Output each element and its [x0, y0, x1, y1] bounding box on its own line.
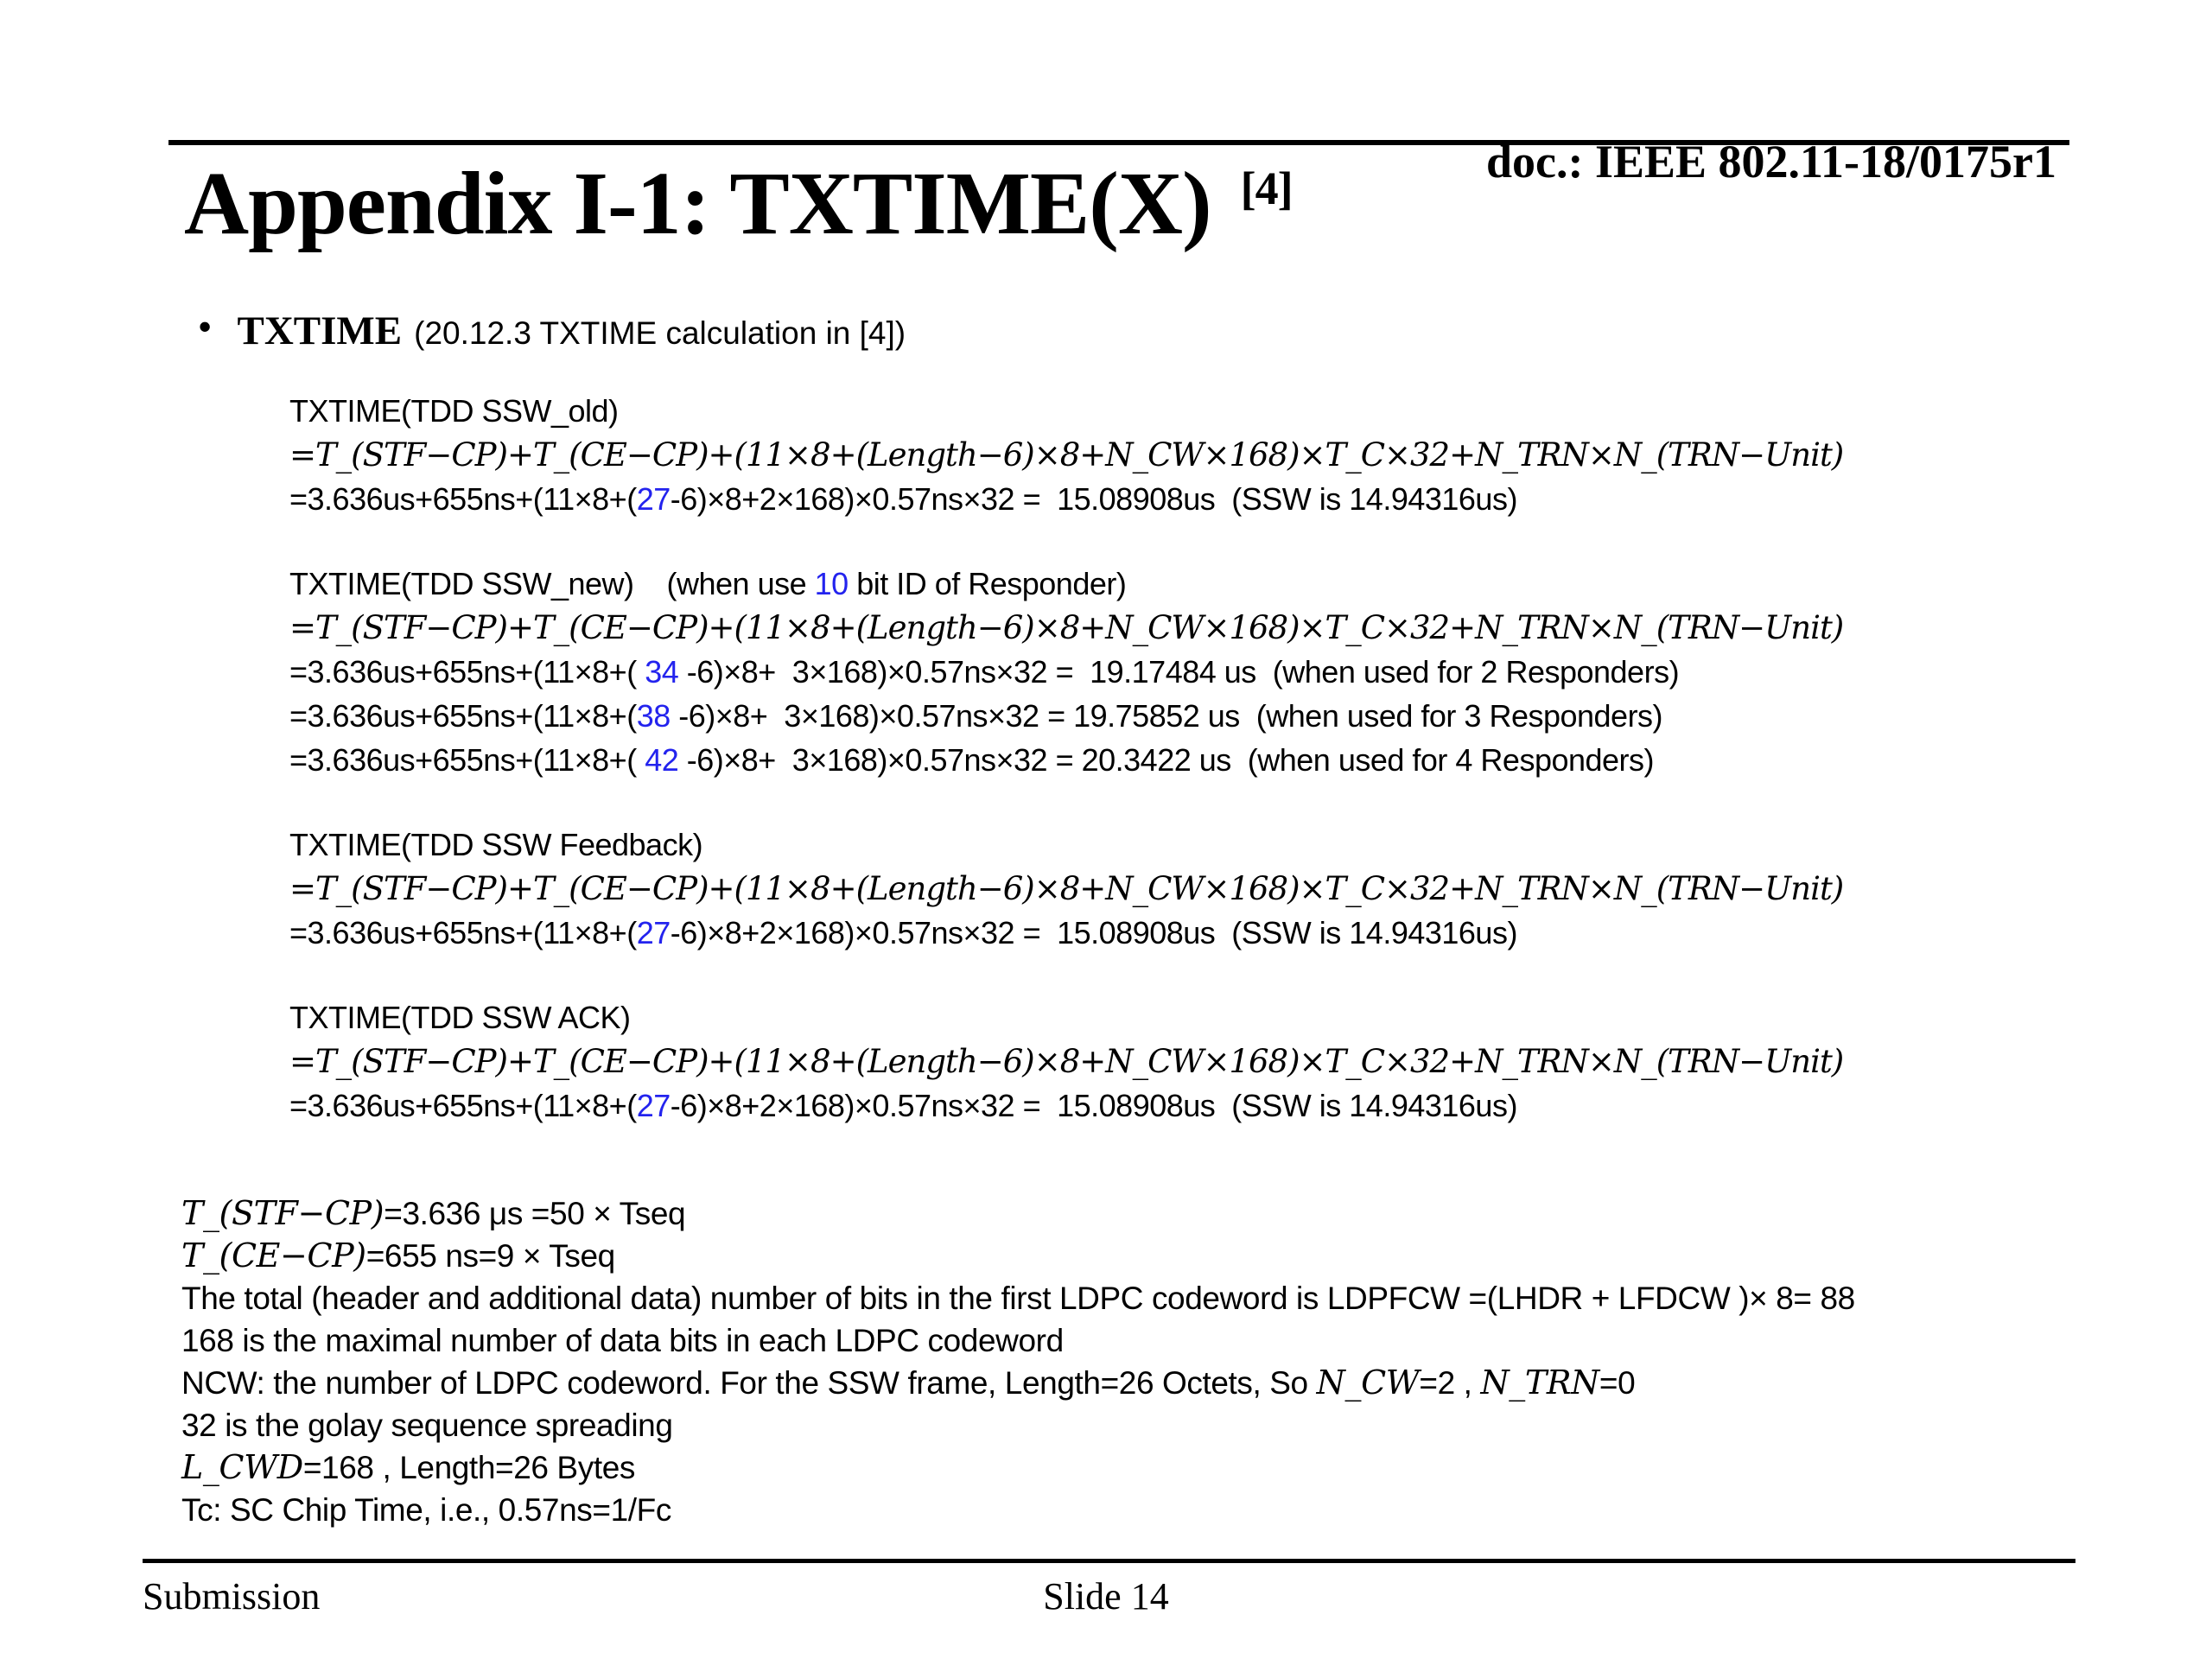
note-line: [181, 1446, 2177, 1489]
block-title-text: bit ID of Responder): [848, 566, 1127, 601]
highlight-value: 38: [636, 698, 671, 734]
note-text: The total (header and additional data) number of bits in the first LDPC codeword is LDPFCW =(LHDR + LFDCW )× 8= 88: [181, 1281, 1855, 1316]
note-text: 168 is the maximal number of data bits in each LDPC codeword: [181, 1323, 1064, 1358]
note-text: =2 ,: [1419, 1365, 1481, 1401]
note-line: [181, 1404, 2177, 1446]
footer-divider: [143, 1559, 2075, 1563]
note-line: [181, 1192, 2177, 1235]
note-line: [181, 1362, 2177, 1404]
numeric-line: [289, 477, 2177, 521]
block-title: [289, 823, 2177, 867]
calc-text: -6)×8+ 3×168)×0.57ns×32 = 19.17484 us (when used for 2 Responders): [678, 654, 1680, 690]
note-text: =0: [1599, 1365, 1636, 1401]
note-math: L_CWD: [181, 1448, 303, 1486]
numeric-line: [289, 694, 2177, 738]
calc-text: -6)×8+ 3×168)×0.57ns×32 = 19.75852 us (when used for 3 Responders): [670, 698, 1663, 734]
note-text: =168 , Length=26 Bytes: [302, 1450, 635, 1485]
bullet-row: [183, 290, 906, 370]
calc-text: -6)×8+2×168)×0.57ns×32 = 15.08908us (SSW is 14.94316us): [670, 481, 1517, 517]
note-text: =655 ns=9 × Tseq: [365, 1238, 615, 1274]
bullet-icon: •: [198, 306, 212, 346]
symbolic-formula: =T_(STF−CP)+T_(CE−CP)+(11×8+(Length−6)×8+N_CW×168)×T_C×32+N_TRN×N_(TRN−Unit): [289, 870, 1844, 907]
calc-text: -6)×8+2×168)×0.57ns×32 = 15.08908us (SSW is 14.94316us): [670, 1088, 1517, 1123]
formula-block-ssw-new: [289, 562, 2177, 782]
note-text: =3.636 μs =50 × Tseq: [384, 1196, 686, 1231]
block-title-text: TXTIME(TDD SSW ACK): [289, 1000, 631, 1035]
doc-title: doc.: IEEE 802.11-18/0175r1: [1485, 136, 2056, 188]
symbolic-formula: =T_(STF−CP)+T_(CE−CP)+(11×8+(Length−6)×8+N_CW×168)×T_C×32+N_TRN×N_(TRN−Unit): [289, 1043, 1844, 1080]
symbolic-formula: =T_(STF−CP)+T_(CE−CP)+(11×8+(Length−6)×8+N_CW×168)×T_C×32+N_TRN×N_(TRN−Unit): [289, 436, 1844, 474]
calc-text: =3.636us+655ns+(11×8+(: [289, 654, 645, 690]
highlight-value: 27: [636, 915, 671, 950]
calc-text: =3.636us+655ns+(11×8+(: [289, 1088, 637, 1123]
numeric-line: [289, 911, 2177, 955]
note-math: T_(STF−CP): [181, 1194, 385, 1232]
highlight-value: 10: [814, 566, 849, 601]
highlight-value: 42: [645, 742, 679, 778]
note-line: [181, 1235, 2177, 1277]
calc-text: =3.636us+655ns+(11×8+(: [289, 915, 637, 950]
note-text: NCW: the number of LDPC codeword. For the SSW frame, Length=26 Octets, So: [181, 1365, 1317, 1401]
note-line: [181, 1277, 2177, 1319]
footer-submission: Submission: [143, 1575, 321, 1618]
block-title: [289, 995, 2177, 1039]
calc-text: -6)×8+ 3×168)×0.57ns×32 = 20.3422 us (when used for 4 Responders): [678, 742, 1655, 778]
footer-slide-number: Slide 14: [1043, 1575, 1169, 1618]
note-math: N_TRN: [1480, 1363, 1599, 1402]
formula-blocks: [289, 389, 2177, 1168]
note-text: Tc: SC Chip Time, i.e., 0.57ns=1/Fc: [181, 1492, 671, 1528]
page-title: [184, 152, 1293, 255]
numeric-line: [289, 650, 2177, 694]
numeric-line: [289, 1084, 2177, 1128]
calc-text: =3.636us+655ns+(11×8+(: [289, 481, 637, 517]
bullet-term: TXTIME: [237, 308, 403, 353]
calc-text: =3.636us+655ns+(11×8+(: [289, 698, 637, 734]
symbolic-formula: =T_(STF−CP)+T_(CE−CP)+(11×8+(Length−6)×8+N_CW×168)×T_C×32+N_TRN×N_(TRN−Unit): [289, 609, 1844, 646]
note-text: 32 is the golay sequence spreading: [181, 1408, 673, 1443]
note-math: N_CW: [1316, 1363, 1420, 1402]
formula-block-ssw-old: [289, 389, 2177, 521]
highlight-value: 27: [636, 1088, 671, 1123]
formula-block-ssw-feedback: [289, 823, 2177, 955]
header-divider: [168, 140, 2069, 145]
note-line: [181, 1319, 2177, 1362]
note-math: T_(CE−CP): [181, 1236, 366, 1274]
block-title-text: TXTIME(TDD SSW_new) (when use: [289, 566, 815, 601]
bullet-description: (20.12.3 TXTIME calculation in [4]): [414, 315, 906, 351]
block-title-text: TXTIME(TDD SSW_old): [289, 393, 619, 429]
calc-text: -6)×8+2×168)×0.57ns×32 = 15.08908us (SSW is 14.94316us): [670, 915, 1517, 950]
block-title-text: TXTIME(TDD SSW Feedback): [289, 827, 703, 862]
block-title: [289, 389, 2177, 433]
highlight-value: 27: [636, 481, 671, 517]
calc-text: =3.636us+655ns+(11×8+(: [289, 742, 645, 778]
block-title: [289, 562, 2177, 606]
document-header: [1440, 81, 2056, 242]
page-title-text: Appendix I-1: TXTIME(X): [184, 154, 1211, 253]
highlight-value: 34: [645, 654, 679, 690]
note-line: [181, 1489, 2177, 1531]
definitions-notes: [181, 1192, 2177, 1531]
formula-block-ssw-ack: [289, 995, 2177, 1128]
numeric-line: [289, 738, 2177, 782]
title-citation: [4]: [1240, 162, 1293, 215]
